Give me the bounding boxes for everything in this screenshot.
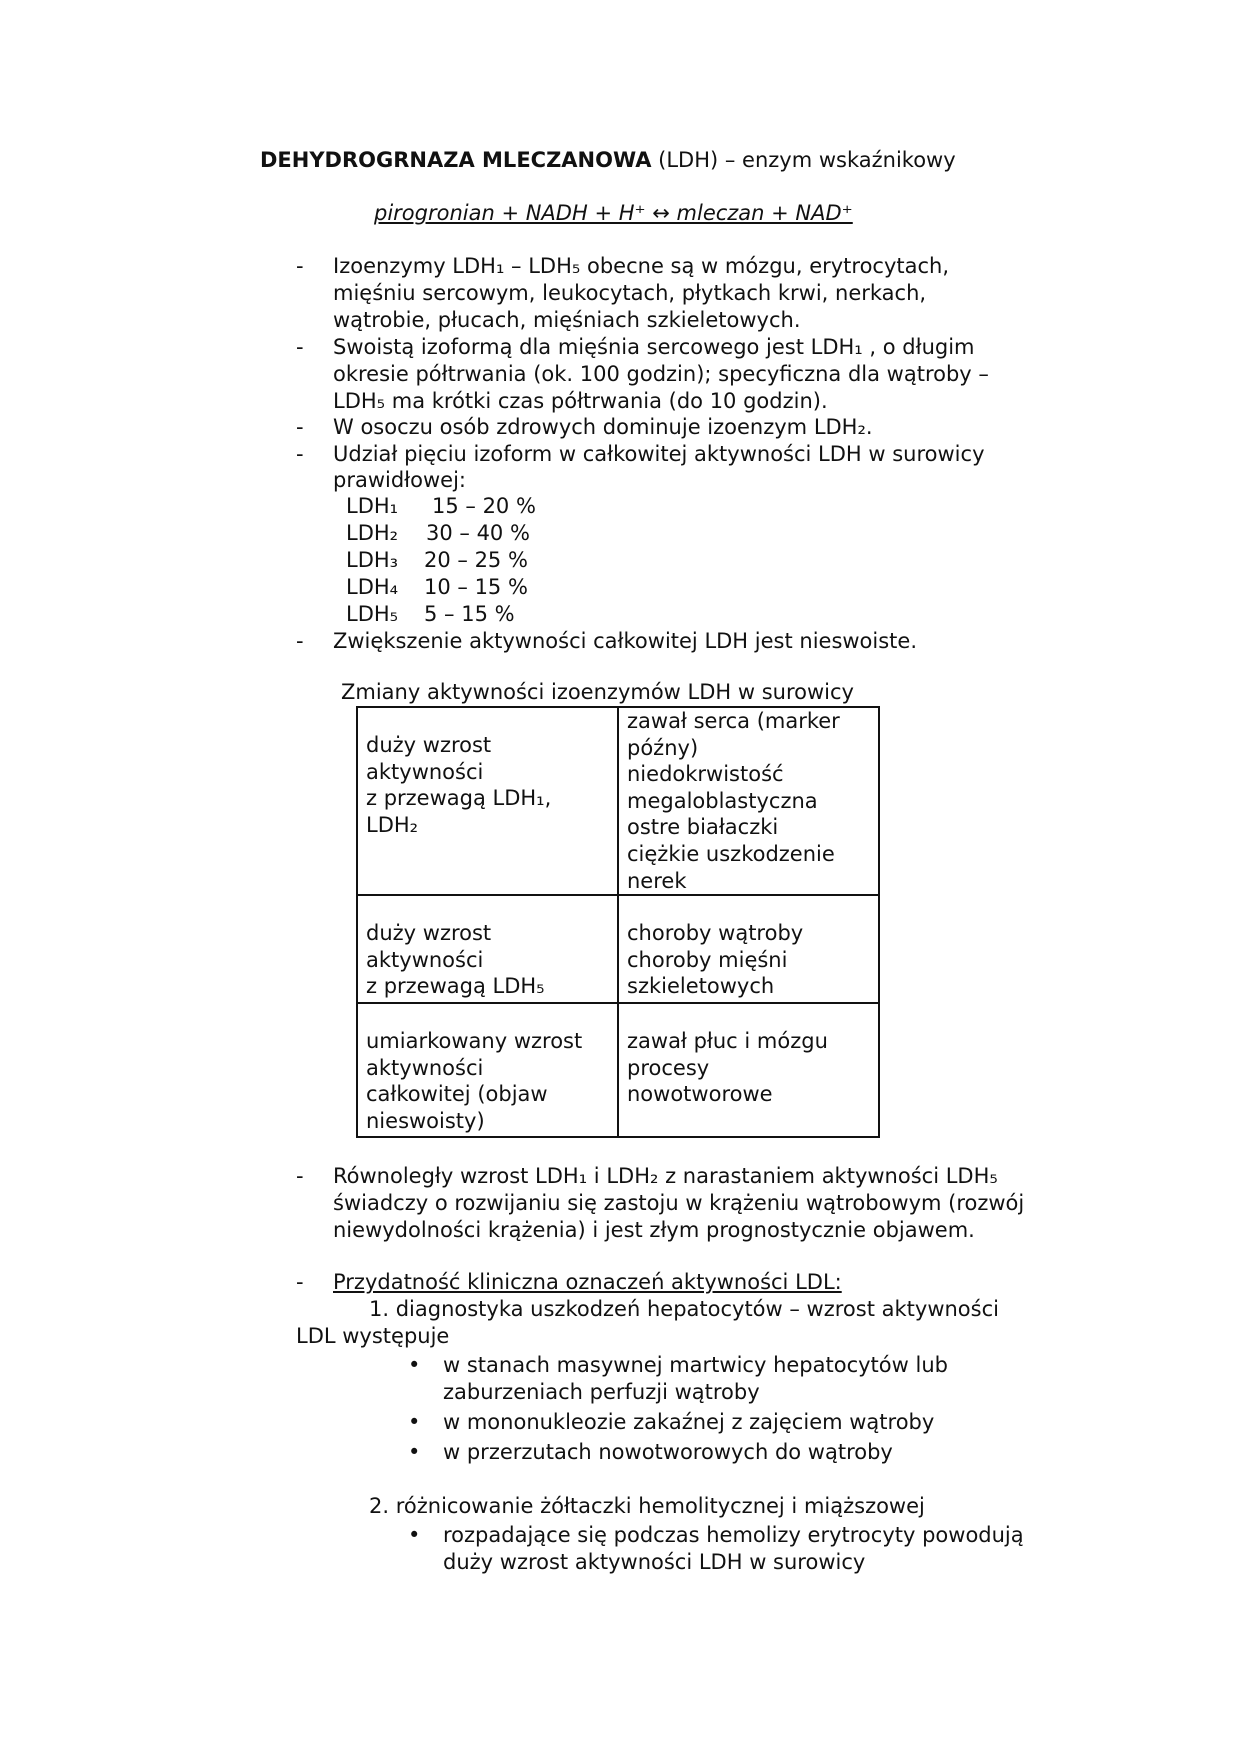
bullet-text: Zwiększenie aktywności całkowitej LDH jest nieswoiste. xyxy=(333,629,918,653)
dash-marker: - xyxy=(296,1164,304,1188)
bullet-text: prawidłowej: xyxy=(333,468,466,492)
ldh-range: 20 – 25 % xyxy=(424,548,528,572)
ldh-name: LDH₄ xyxy=(346,575,399,599)
ldh-name: LDH₁ xyxy=(346,494,399,518)
sub-bullet-text: w stanach masywnej martwicy hepatocytów lub xyxy=(443,1353,948,1377)
dash-marker: - xyxy=(296,1270,304,1294)
table-row xyxy=(357,895,879,1003)
sub-bullet-text: duży wzrost aktywności LDH w surowicy xyxy=(443,1550,866,1574)
numbered-item: 1. diagnostyka uszkodzeń hepatocytów – wzrost aktywności xyxy=(369,1297,999,1321)
bullet-text: LDH₅ ma krótki czas półtrwania (do 10 godzin). xyxy=(333,389,828,413)
dash-marker: - xyxy=(296,415,304,439)
bullet-dot: • xyxy=(408,1523,421,1547)
ldh-range: 10 – 15 % xyxy=(424,575,528,599)
table-row xyxy=(357,1003,879,1137)
bullet-dot: • xyxy=(408,1440,421,1464)
document-title xyxy=(260,147,956,173)
bullet-text: okresie półtrwania (ok. 100 godzin); specyficzna dla wątroby – xyxy=(333,362,989,386)
table-cell-conditions: choroby wątroby choroby mięśni szkieletowych xyxy=(618,895,879,1003)
ldh-range: 30 – 40 % xyxy=(426,521,530,545)
section-heading: Przydatność kliniczna oznaczeń aktywności LDL: xyxy=(333,1270,842,1294)
numbered-item: 2. różnicowanie żółtaczki hemolitycznej i miąższowej xyxy=(369,1494,925,1518)
table-cell-conditions: zawał płuc i mózgu procesy nowotworowe xyxy=(618,1003,879,1137)
bullet-text: Swoistą izoformą dla mięśnia sercowego jest LDH₁ , o długim xyxy=(333,335,975,359)
dash-marker: - xyxy=(296,335,304,359)
dash-marker: - xyxy=(296,629,304,653)
bullet-text: W osoczu osób zdrowych dominuje izoenzym LDH₂. xyxy=(333,415,873,439)
dash-marker: - xyxy=(296,442,304,466)
bullet-text: Udział pięciu izoform w całkowitej aktywności LDH w surowicy xyxy=(333,442,985,466)
reaction-equation: pirogronian + NADH + H⁺ ↔ mleczan + NAD⁺ xyxy=(374,201,853,225)
table-cell-conditions: zawał serca (marker późny) niedokrwistość megaloblastyczna ostre białaczki ciężkie uszkodzenie nerek xyxy=(618,707,879,895)
bullet-text: wątrobie, płucach, mięśniach szkieletowych. xyxy=(333,308,801,332)
dash-marker: - xyxy=(296,254,304,278)
bullet-text: Równoległy wzrost LDH₁ i LDH₂ z narastaniem aktywności LDH₅ xyxy=(333,1164,998,1188)
ldh-range: 5 – 15 % xyxy=(424,602,515,626)
ldh-name: LDH₃ xyxy=(346,548,399,572)
sub-bullet-text: zaburzeniach perfuzji wątroby xyxy=(443,1380,760,1404)
bullet-text: świadczy o rozwijaniu się zastoju w krążeniu wątrobowym (rozwój xyxy=(333,1191,1025,1215)
isoenzyme-table xyxy=(356,706,880,1138)
table-cell-change: duży wzrost aktywności z przewagą LDH₁, LDH₂ xyxy=(357,707,618,895)
ldh-name: LDH₅ xyxy=(346,602,399,626)
bullet-dot: • xyxy=(408,1410,421,1434)
bullet-text: mięśniu sercowym, leukocytach, płytkach krwi, nerkach, xyxy=(333,281,927,305)
table-row xyxy=(357,707,879,895)
bullet-dot: • xyxy=(408,1353,421,1377)
sub-bullet-text: w mononukleozie zakaźnej z zajęciem wątroby xyxy=(443,1410,935,1434)
title-rest: (LDH) – enzym wskaźnikowy xyxy=(651,148,956,172)
numbered-item-cont: LDL występuje xyxy=(296,1324,450,1348)
sub-bullet-text: rozpadające się podczas hemolizy erytrocyty powodują xyxy=(443,1523,1024,1547)
bullet-text: Izoenzymy LDH₁ – LDH₅ obecne są w mózgu, erytrocytach, xyxy=(333,254,950,278)
bullet-text: niewydolności krążenia) i jest złym prognostycznie objawem. xyxy=(333,1218,975,1242)
table-cell-change: umiarkowany wzrost aktywności całkowitej (objaw nieswoisty) xyxy=(357,1003,618,1137)
title-bold: DEHYDROGRNAZA MLECZANOWA xyxy=(260,148,652,172)
sub-bullet-text: w przerzutach nowotworowych do wątroby xyxy=(443,1440,893,1464)
table-caption: Zmiany aktywności izoenzymów LDH w surowicy xyxy=(341,680,854,704)
table-cell-change: duży wzrost aktywności z przewagą LDH₅ xyxy=(357,895,618,1003)
ldh-name: LDH₂ xyxy=(346,521,399,545)
ldh-range: 15 – 20 % xyxy=(432,494,536,518)
